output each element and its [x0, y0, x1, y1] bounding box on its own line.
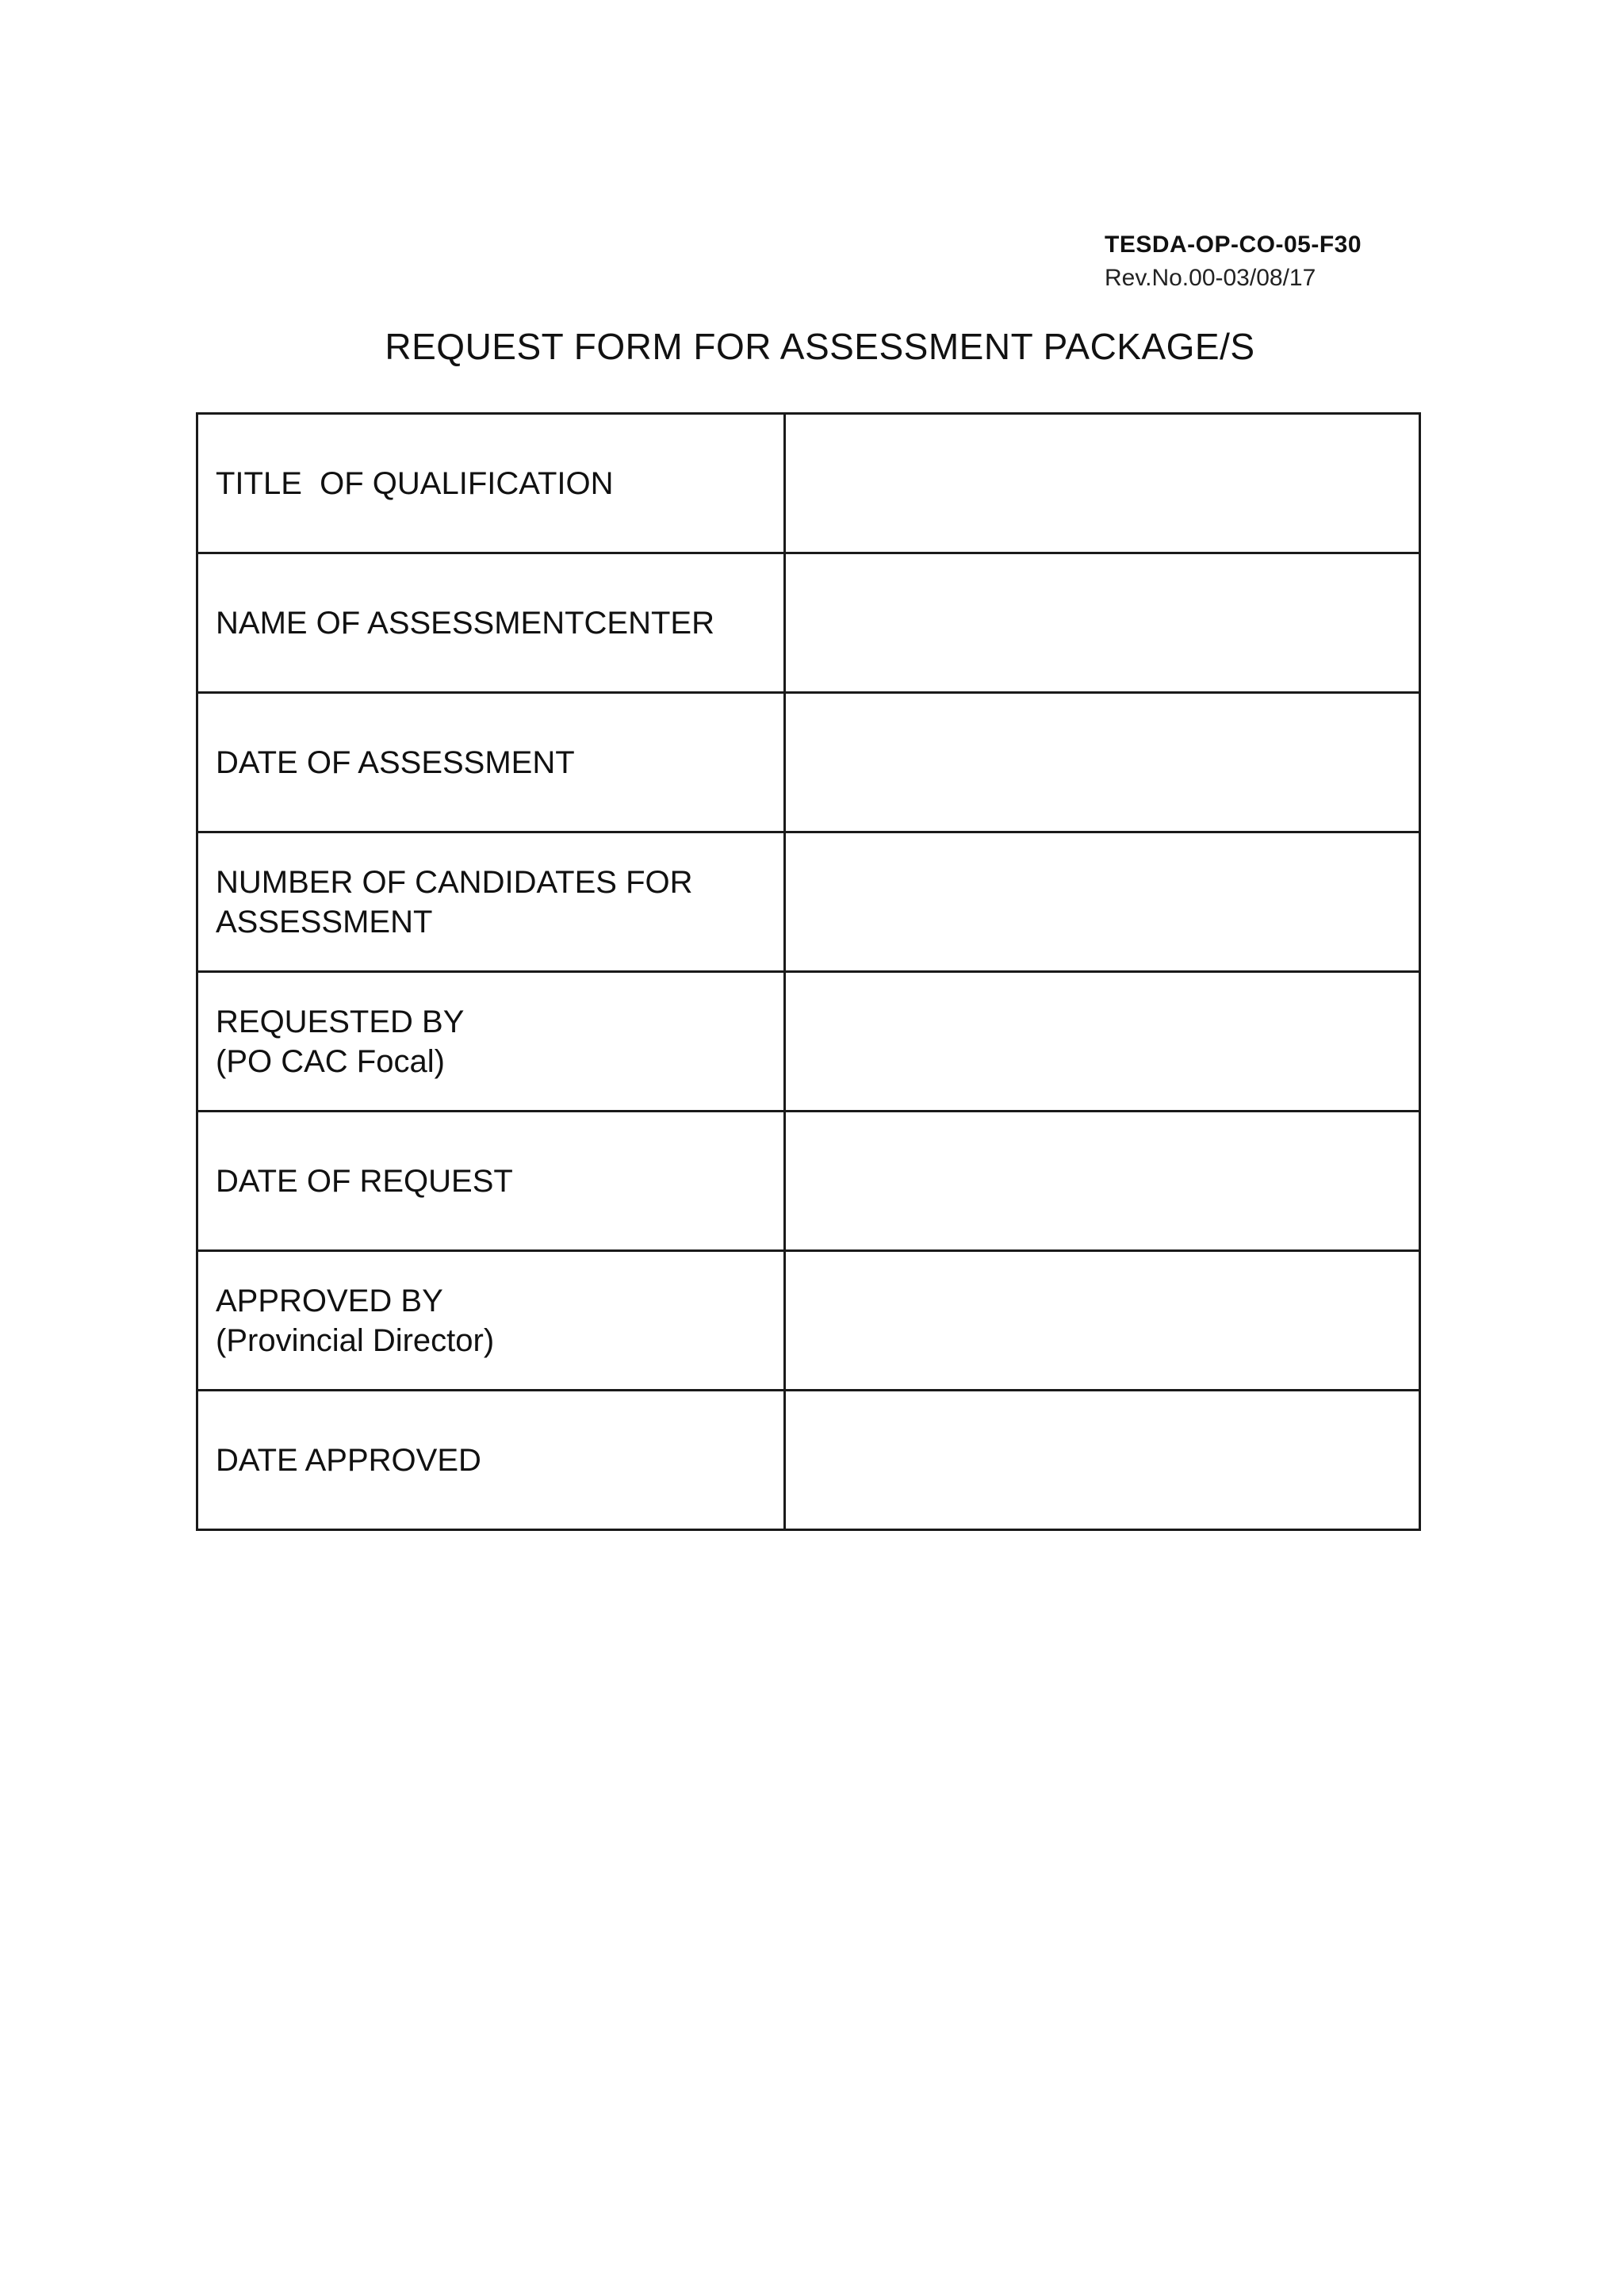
field-label-text: DATE APPROVED: [216, 1442, 481, 1478]
form-row-approved-by: [197, 1251, 1420, 1391]
form-row-date-of-assessment: [197, 693, 1420, 832]
field-label: [197, 693, 785, 832]
field-label: [197, 553, 785, 693]
number-of-candidates-field[interactable]: [785, 832, 1420, 972]
approved-by-field[interactable]: [785, 1251, 1420, 1391]
field-sublabel-text: ASSESSMENT: [216, 904, 433, 939]
form-row-requested-by: [197, 972, 1420, 1112]
field-sublabel-text: (Provincial Director): [216, 1322, 495, 1358]
document-code-block: [1105, 230, 1362, 293]
request-form-table: [196, 412, 1421, 1531]
field-label: [197, 414, 785, 553]
field-label-text: APPROVED BY: [216, 1283, 443, 1318]
form-title: REQUEST FORM FOR ASSESSMENT PACKAGE/S: [385, 326, 1255, 367]
field-label-text: DATE OF ASSESSMENT: [216, 744, 575, 780]
form-row-title-of-qualification: [197, 414, 1420, 553]
field-label: [197, 1391, 785, 1530]
field-label: [197, 832, 785, 972]
revision-number: Rev.No.00-03/08/17: [1105, 264, 1316, 291]
form-row-name-of-assessment-center: [197, 553, 1420, 693]
field-label-text: NUMBER OF CANDIDATES FOR: [216, 864, 693, 900]
field-label-text: REQUESTED BY: [216, 1004, 465, 1039]
form-row-date-approved: [197, 1391, 1420, 1530]
field-label-text: TITLE OF QUALIFICATION: [216, 465, 614, 501]
date-of-assessment-field[interactable]: [785, 693, 1420, 832]
form-row-date-of-request: [197, 1112, 1420, 1251]
requested-by-field[interactable]: [785, 972, 1420, 1112]
field-label: [197, 972, 785, 1112]
form-row-number-of-candidates: [197, 832, 1420, 972]
date-of-request-field[interactable]: [785, 1112, 1420, 1251]
field-label: [197, 1112, 785, 1251]
date-approved-field[interactable]: [785, 1391, 1420, 1530]
assessment-center-field[interactable]: [785, 553, 1420, 693]
title-of-qualification-field[interactable]: [785, 414, 1420, 553]
field-sublabel-text: (PO CAC Focal): [216, 1043, 445, 1079]
field-label-text: NAME OF ASSESSMENTCENTER: [216, 605, 714, 641]
document-code: TESDA-OP-CO-05-F30: [1105, 232, 1362, 258]
field-label-text: DATE OF REQUEST: [216, 1163, 513, 1199]
field-label: [197, 1251, 785, 1391]
